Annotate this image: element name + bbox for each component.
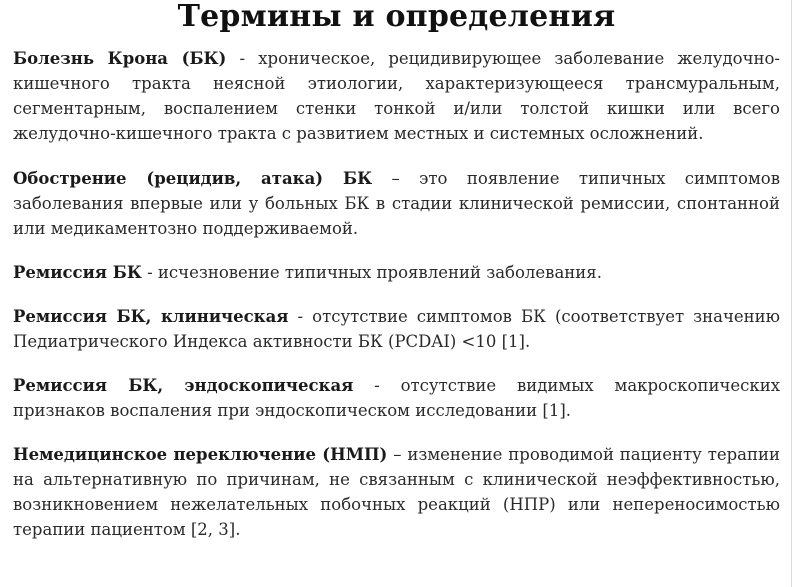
definition-endoscopic-remission <box>13 373 780 423</box>
term-exacerbation: Обострение (рецидив, атака) БК <box>13 169 373 188</box>
term-remission: Ремиссия БК <box>13 263 142 282</box>
definition-text-remission: - исчезновение типичных проявлений заболевания. <box>141 263 602 282</box>
definition-exacerbation <box>13 166 780 241</box>
definition-remission <box>13 260 780 285</box>
definition-crohns-disease <box>13 46 780 146</box>
term-endoscopic-remission: Ремиссия БК, эндоскопическая <box>13 376 354 395</box>
definition-text-non-medical-switching: – изменение проводимой пациенту терапии на альтернативную по причинам, не связанным с клинической неэффективностью, возникновением нежелательных побочных реакций (НПР) или непереносимостью терапии пациентом [2, 3]. <box>13 445 780 539</box>
definition-text-exacerbation: – это появление типичных симптомов заболевания впервые или у больных БК в стадии клинической ремиссии, спонтанной или медикаментозно поддерживаемой. <box>13 169 780 238</box>
definition-non-medical-switching <box>13 442 780 542</box>
definition-text-clinical-remission: - отсутствие симптомов БК (соответствует значению Педиатрического Индекса активности БК (PCDAI) <10 [1]. <box>13 307 781 351</box>
definition-text-endoscopic-remission: - отсутствие видимых макроскопических признаков воспаления при эндоскопическом исследовании [1]. <box>13 376 780 420</box>
definition-text-crohns-disease: - хроническое, рецидивирующее заболевание желудочно-кишечного тракта неясной этиологии, характеризующееся трансмуральным, сегментарным, воспалением стенки тонкой и/или толстой кишки или всего желудочно-кишечного тракта с развитием местных и системных осложнений. <box>13 49 780 143</box>
term-clinical-remission: Ремиссия БК, клиническая <box>13 307 289 326</box>
term-non-medical-switching: Немедицинское переключение (НМП) <box>13 445 388 464</box>
page-title: Термины и определения <box>177 0 616 34</box>
term-crohns-disease: Болезнь Крона (БК) <box>13 49 227 68</box>
definition-clinical-remission <box>13 304 780 354</box>
